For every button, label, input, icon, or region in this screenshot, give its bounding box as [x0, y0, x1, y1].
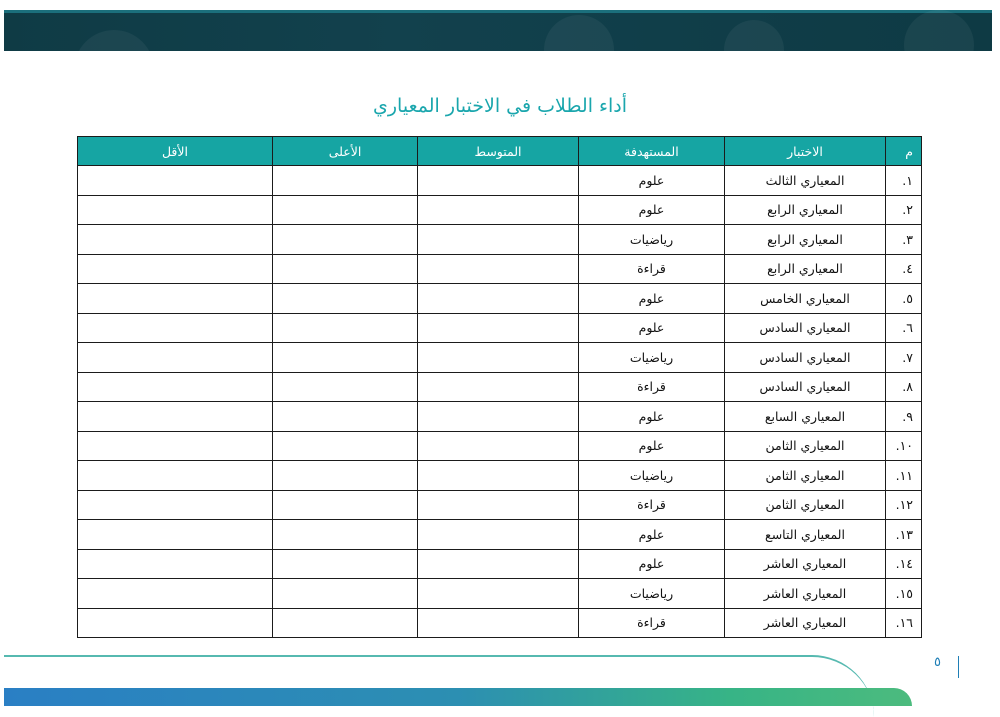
- row-number: ١٦.: [886, 608, 922, 638]
- row-number: ١.: [886, 166, 922, 196]
- table-row: [78, 549, 922, 579]
- row-number: ٣.: [886, 225, 922, 255]
- row-target: علوم: [579, 549, 725, 579]
- row-highest: [273, 520, 418, 550]
- row-number: ١٠.: [886, 431, 922, 461]
- header-lowest: الأقل: [78, 137, 273, 166]
- row-target: علوم: [579, 284, 725, 314]
- header-decoration: [74, 30, 154, 51]
- results-table: [77, 136, 922, 638]
- row-target: علوم: [579, 195, 725, 225]
- table-row: [78, 608, 922, 638]
- table-row: [78, 461, 922, 491]
- row-average: [418, 608, 579, 638]
- row-lowest: [78, 402, 273, 432]
- header-target: المستهدفة: [579, 137, 725, 166]
- table-row: [78, 579, 922, 609]
- row-highest: [273, 402, 418, 432]
- row-average: [418, 225, 579, 255]
- row-lowest: [78, 372, 273, 402]
- row-test: المعياري العاشر: [725, 549, 886, 579]
- row-target: علوم: [579, 431, 725, 461]
- row-average: [418, 520, 579, 550]
- row-highest: [273, 461, 418, 491]
- row-average: [418, 461, 579, 491]
- row-test: المعياري السادس: [725, 313, 886, 343]
- header-test: الاختبار: [725, 137, 886, 166]
- header-decoration: [724, 20, 784, 51]
- header-number: م: [886, 137, 922, 166]
- results-table-container: [77, 136, 921, 638]
- table-row: [78, 402, 922, 432]
- row-highest: [273, 166, 418, 196]
- row-target: قراءة: [579, 608, 725, 638]
- row-test: المعياري السادس: [725, 343, 886, 373]
- row-test: المعياري الرابع: [725, 195, 886, 225]
- row-average: [418, 166, 579, 196]
- row-average: [418, 313, 579, 343]
- row-lowest: [78, 608, 273, 638]
- row-target: رياضيات: [579, 225, 725, 255]
- row-target: رياضيات: [579, 343, 725, 373]
- row-test: المعياري الثامن: [725, 490, 886, 520]
- row-highest: [273, 284, 418, 314]
- row-test: المعياري الثالث: [725, 166, 886, 196]
- row-number: ١٤.: [886, 549, 922, 579]
- row-highest: [273, 579, 418, 609]
- row-lowest: [78, 284, 273, 314]
- row-average: [418, 402, 579, 432]
- header-decoration: [544, 15, 614, 51]
- row-number: ١٣.: [886, 520, 922, 550]
- header-highest: الأعلى: [273, 137, 418, 166]
- row-test: المعياري العاشر: [725, 579, 886, 609]
- row-target: قراءة: [579, 490, 725, 520]
- row-lowest: [78, 461, 273, 491]
- table-row: [78, 225, 922, 255]
- row-target: علوم: [579, 313, 725, 343]
- table-row: [78, 343, 922, 373]
- row-average: [418, 579, 579, 609]
- row-average: [418, 254, 579, 284]
- table-row: [78, 166, 922, 196]
- row-test: المعياري الرابع: [725, 254, 886, 284]
- row-lowest: [78, 579, 273, 609]
- page-number-divider: [958, 656, 959, 678]
- row-test: المعياري السابع: [725, 402, 886, 432]
- row-number: ٧.: [886, 343, 922, 373]
- row-average: [418, 490, 579, 520]
- row-lowest: [78, 549, 273, 579]
- row-lowest: [78, 520, 273, 550]
- row-number: ١٢.: [886, 490, 922, 520]
- row-average: [418, 549, 579, 579]
- row-target: قراءة: [579, 254, 725, 284]
- table-header-row: [78, 137, 922, 166]
- page-number: ٥: [934, 655, 941, 670]
- row-test: المعياري السادس: [725, 372, 886, 402]
- row-test: المعياري الثامن: [725, 461, 886, 491]
- row-lowest: [78, 431, 273, 461]
- page-title: أداء الطلاب في الاختبار المعياري: [373, 95, 627, 117]
- row-highest: [273, 225, 418, 255]
- table-row: [78, 431, 922, 461]
- footer-curve-line: [4, 655, 874, 717]
- row-target: رياضيات: [579, 461, 725, 491]
- row-number: ١٥.: [886, 579, 922, 609]
- row-number: ٩.: [886, 402, 922, 432]
- row-test: المعياري العاشر: [725, 608, 886, 638]
- row-test: المعياري التاسع: [725, 520, 886, 550]
- row-highest: [273, 490, 418, 520]
- row-lowest: [78, 490, 273, 520]
- row-target: علوم: [579, 520, 725, 550]
- row-highest: [273, 254, 418, 284]
- row-number: ٦.: [886, 313, 922, 343]
- row-highest: [273, 343, 418, 373]
- table-row: [78, 195, 922, 225]
- table-row: [78, 372, 922, 402]
- row-highest: [273, 608, 418, 638]
- row-lowest: [78, 225, 273, 255]
- table-row: [78, 313, 922, 343]
- header-band: [4, 10, 992, 51]
- header-average: المتوسط: [418, 137, 579, 166]
- row-number: ١١.: [886, 461, 922, 491]
- row-average: [418, 343, 579, 373]
- row-test: المعياري الخامس: [725, 284, 886, 314]
- row-target: قراءة: [579, 372, 725, 402]
- row-highest: [273, 549, 418, 579]
- row-lowest: [78, 195, 273, 225]
- row-highest: [273, 195, 418, 225]
- row-number: ٥.: [886, 284, 922, 314]
- row-average: [418, 284, 579, 314]
- row-test: المعياري الثامن: [725, 431, 886, 461]
- row-highest: [273, 372, 418, 402]
- row-lowest: [78, 343, 273, 373]
- row-number: ٤.: [886, 254, 922, 284]
- row-target: علوم: [579, 166, 725, 196]
- row-highest: [273, 313, 418, 343]
- table-row: [78, 284, 922, 314]
- row-average: [418, 195, 579, 225]
- row-test: المعياري الرابع: [725, 225, 886, 255]
- row-lowest: [78, 166, 273, 196]
- row-lowest: [78, 254, 273, 284]
- row-target: رياضيات: [579, 579, 725, 609]
- footer-band: [4, 688, 912, 706]
- table-row: [78, 490, 922, 520]
- row-average: [418, 372, 579, 402]
- row-highest: [273, 431, 418, 461]
- row-number: ٨.: [886, 372, 922, 402]
- row-target: علوم: [579, 402, 725, 432]
- row-lowest: [78, 313, 273, 343]
- row-average: [418, 431, 579, 461]
- header-decoration: [904, 10, 974, 51]
- table-row: [78, 520, 922, 550]
- table-row: [78, 254, 922, 284]
- row-number: ٢.: [886, 195, 922, 225]
